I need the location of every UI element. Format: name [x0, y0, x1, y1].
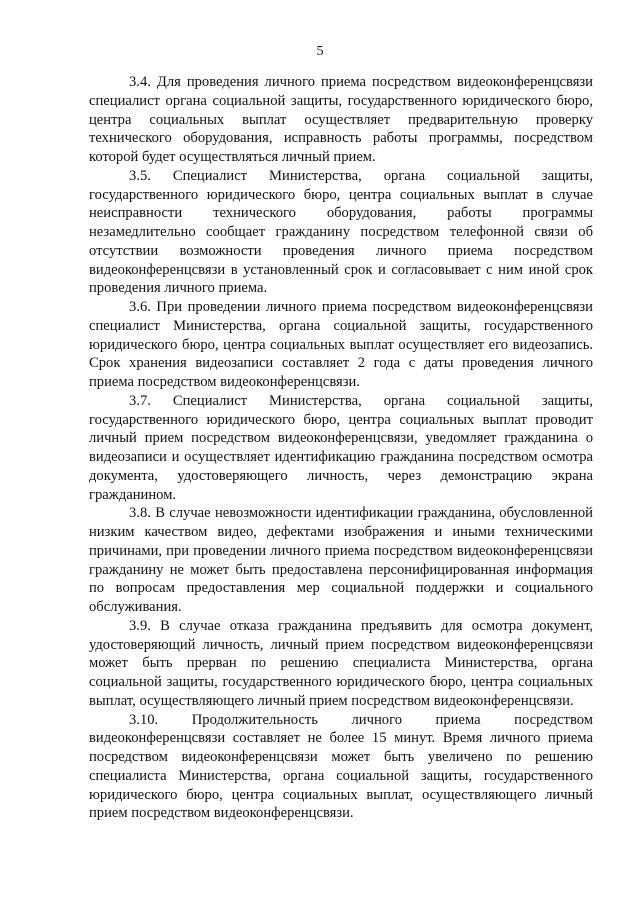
paragraph-3-5: 3.5. Специалист Министерства, органа социальной защиты, государственного юридического бюро, центра социальных выплат в случае неисправности технического оборудования, работы программы незамедлительно сообщает гражданину посредством телефонной связи об отсутствии возможности проведения личного приема посредством видеоконференцсвязи в установленный срок и согласовывает с ним иной срок проведения личного приема.	[89, 167, 593, 297]
paragraph-3-7: 3.7. Специалист Министерства, органа социальной защиты, государственного юридического бюро, центра социальных выплат проводит личный прием посредством видеоконференцсвязи, уведомляет гражданина о видеозаписи и осуществляет идентификацию гражданина посредством осмотра документа, удостоверяющего личность, через демонстрацию экрана гражданином.	[89, 392, 593, 503]
paragraph-3-9: 3.9. В случае отказа гражданина предъявить для осмотра документ, удостоверяющий личность, личный прием посредством видеоконференцсвязи может быть прерван по решению специалиста Министерства, органа социальной защиты, государственного юридического бюро, центра социальных выплат, осуществляющего личный прием посредством видеоконференцсвязи.	[89, 617, 593, 709]
paragraph-3-10: 3.10. Продолжительность личного приема посредством видеоконференцсвязи составляет не более 15 минут. Время личного приема посредством видеоконференцсвязи может быть увеличено по решению специалиста Министерства, органа социальной защиты, государственного юридического бюро, центра социальных выплат, осуществляющего личный прием посредством видеоконференцсвязи.	[89, 711, 593, 822]
paragraph-3-8: 3.8. В случае невозможности идентификации гражданина, обусловленной низким качеством видео, дефектами изображения и иными техническими причинами, при проведении личного приема посредством видеоконференцсвязи гражданину не может быть предоставлена персонифицированная информация по вопросам предоставления мер социальной поддержки и социального обслуживания.	[89, 505, 593, 615]
page-number: 5	[316, 44, 324, 59]
paragraph-3-6: 3.6. При проведении личного приема посредством видеоконференцсвязи специалист Министерства, органа социальной защиты, государственного юридического бюро, центра социальных выплат осуществляет его видеозапись. Срок хранения видеозаписи составляет 2 года с даты проведения личного приема посредством видеоконференцсвязи.	[89, 299, 593, 390]
document-body	[89, 73, 593, 823]
paragraph-3-4: 3.4. Для проведения личного приема посредством видеоконференцсвязи специалист органа социальной защиты, государственного юридического бюро, центра социальных выплат осуществляет предварительную проверку технического оборудования, исправность работы программы, посредством которой будет осуществляться личный прием.	[89, 74, 593, 165]
